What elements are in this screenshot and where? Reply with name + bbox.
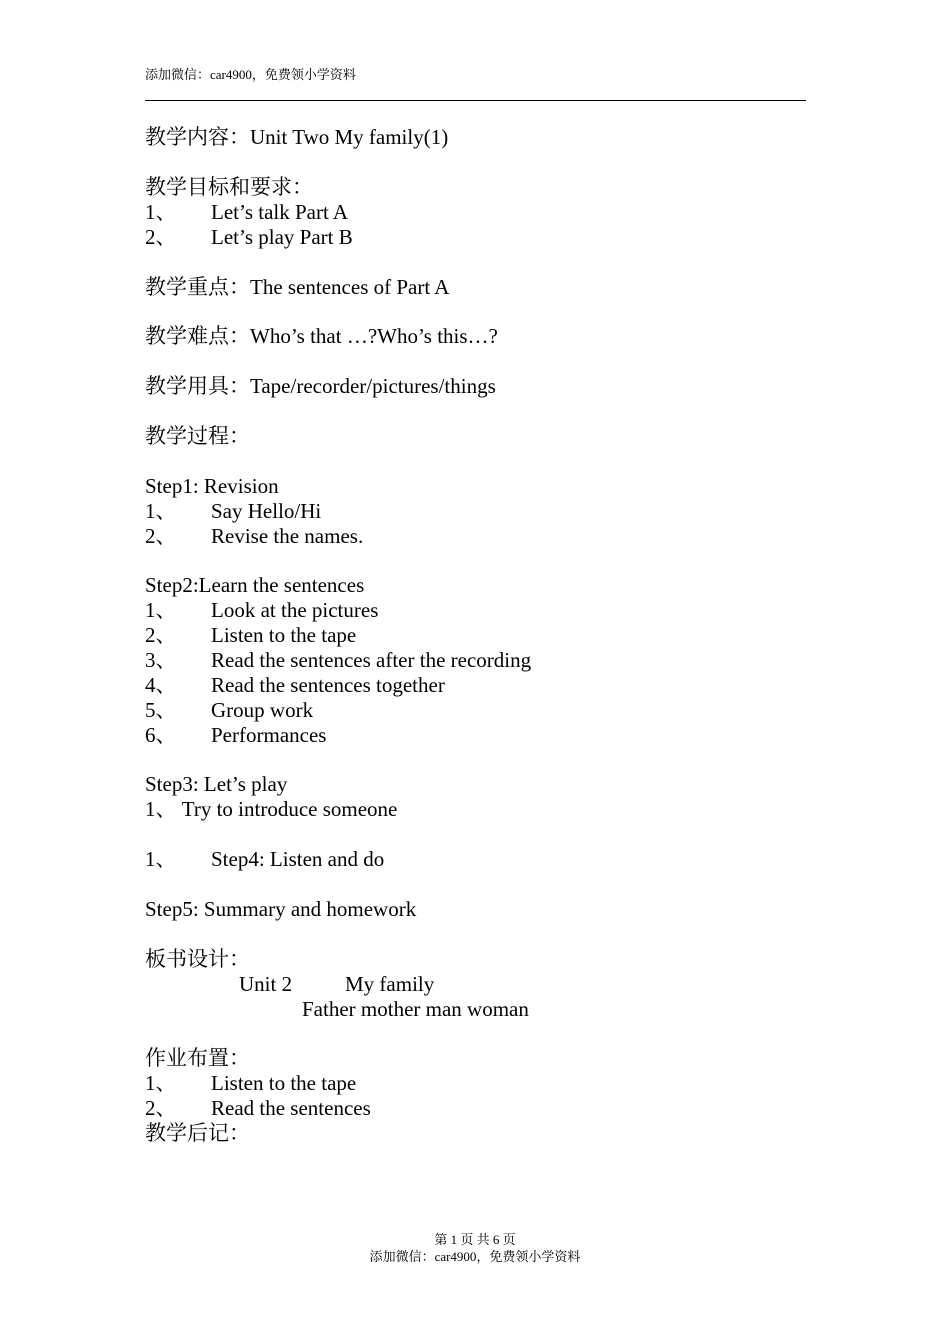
header-divider: [145, 100, 806, 101]
step4-title: Step4: Listen and do: [211, 847, 385, 871]
step2-title: Step2:Learn the sentences: [145, 573, 365, 597]
item-number: 6、: [145, 723, 177, 747]
goal-item: [145, 199, 845, 225]
list-item: [145, 597, 845, 623]
item-text: Say Hello/Hi: [211, 499, 322, 523]
list-item: [145, 672, 845, 698]
board-words: Father mother man woman: [302, 997, 529, 1021]
item-number: 1、: [145, 847, 177, 871]
item-number: 1、: [145, 1071, 177, 1095]
list-item: [145, 523, 845, 549]
materials: 教学用具：Tape/recorder/pictures/things: [145, 374, 496, 398]
board-design-title: 板书设计：: [145, 947, 250, 971]
board-heading: My family: [345, 972, 435, 996]
item-text: Look at the pictures: [211, 598, 379, 622]
step1-title: Step1: Revision: [145, 474, 279, 498]
list-item: [145, 722, 845, 748]
item-text: Read the sentences after the recording: [211, 648, 532, 672]
difficulties: 教学难点：Who’s that …?Who’s this…?: [145, 324, 498, 348]
page-footer: 添加微信：car4900，免费领小学资料: [369, 1249, 581, 1264]
list-item: [145, 622, 845, 648]
item-text: Read the sentences: [211, 1096, 371, 1120]
item-number: 2、: [145, 623, 177, 647]
list-item: [145, 647, 845, 673]
step4-line: [145, 846, 845, 872]
item-text: Group work: [211, 698, 314, 722]
list-item: [145, 697, 845, 723]
step3-item: 1、 Try to introduce someone: [145, 797, 398, 821]
item-number: 1、: [145, 499, 177, 523]
page-number: 第 1 页 共 6 页: [434, 1232, 516, 1247]
goal-number: 2、: [145, 225, 177, 249]
step5-title: Step5: Summary and homework: [145, 897, 417, 921]
step3-title: Step3: Let’s play: [145, 772, 288, 796]
item-text: Listen to the tape: [211, 1071, 357, 1095]
goal-text: Let’s play Part B: [211, 225, 353, 249]
item-number: 4、: [145, 673, 177, 697]
item-text: Performances: [211, 723, 327, 747]
item-text: Listen to the tape: [211, 623, 357, 647]
page-header: 添加微信：car4900，免费领小学资料: [145, 67, 356, 82]
lesson-topic: 教学内容：Unit Two My family(1): [145, 125, 449, 149]
process-title: 教学过程：: [145, 424, 250, 448]
goal-item: [145, 224, 845, 250]
item-number: 2、: [145, 524, 177, 548]
board-unit: Unit 2: [239, 972, 293, 996]
reflection-title: 教学后记：: [145, 1121, 250, 1145]
list-item: [145, 1070, 845, 1096]
list-item: [145, 498, 845, 524]
item-number: 2、: [145, 1096, 177, 1120]
item-text: Read the sentences together: [211, 673, 445, 697]
goal-number: 1、: [145, 200, 177, 224]
goals-title: 教学目标和要求：: [145, 175, 313, 199]
homework-title: 作业布置：: [145, 1046, 250, 1070]
key-points: 教学重点：The sentences of Part A: [145, 275, 450, 299]
item-number: 5、: [145, 698, 177, 722]
item-number: 3、: [145, 648, 177, 672]
list-item: [145, 1095, 845, 1121]
goal-text: Let’s talk Part A: [211, 200, 349, 224]
item-number: 1、: [145, 598, 177, 622]
item-text: Revise the names.: [211, 524, 364, 548]
